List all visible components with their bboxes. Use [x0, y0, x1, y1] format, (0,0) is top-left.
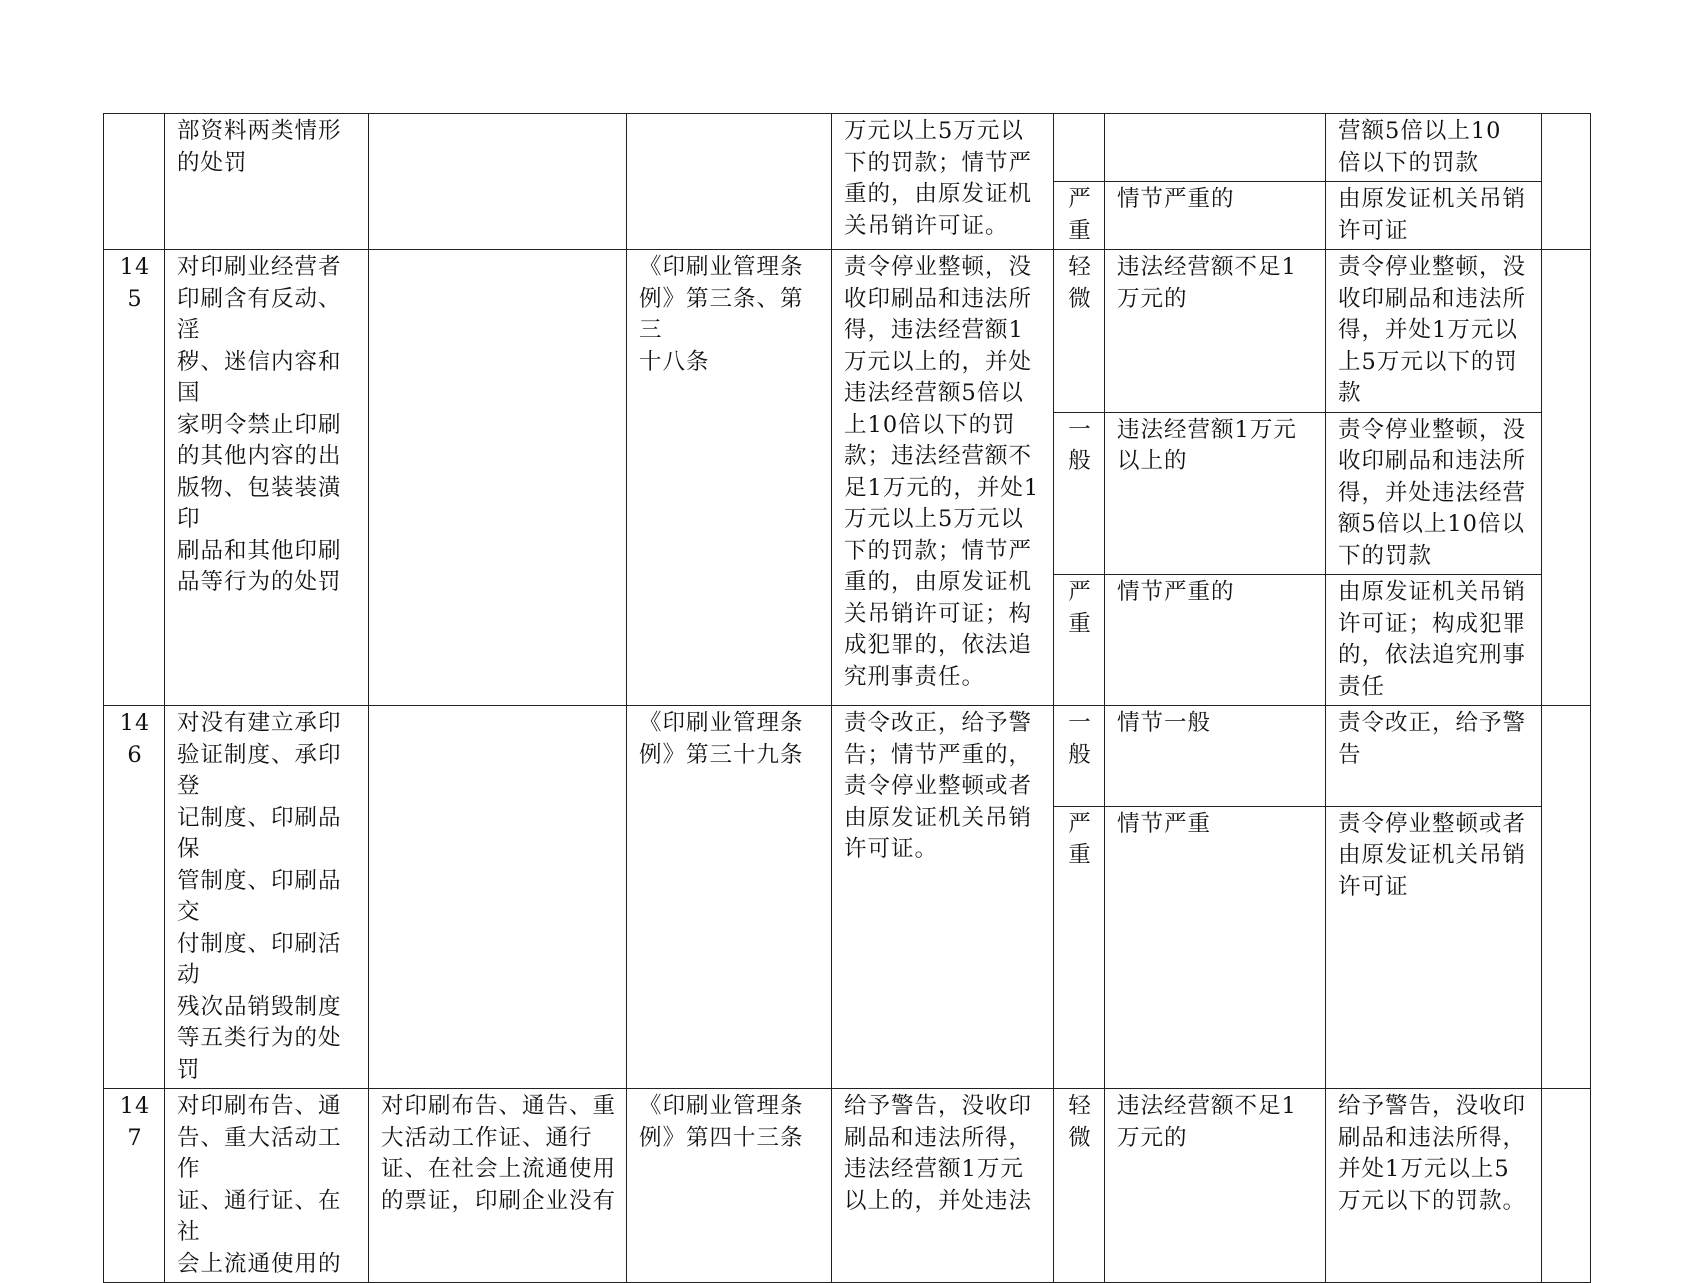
illegal-behavior-cell — [369, 706, 627, 1089]
penalty-standard-cell: 由原发证机关吊销 许可证；构成犯罪 的，依法追究刑事 责任 — [1326, 575, 1542, 706]
penalty-standard-cell: 给予警告，没收印 刷品和违法所得， 并处1万元以上5 万元以下的罚款。 — [1326, 1089, 1542, 1283]
circumstance-cell: 违法经营额不足1 万元的 — [1105, 250, 1326, 413]
remarks-cell — [1542, 706, 1591, 1089]
remarks-cell — [1542, 1089, 1591, 1283]
item-number-cell: 146 — [104, 706, 165, 1089]
item-name-cell: 对没有建立承印 验证制度、承印登 记制度、印刷品保 管制度、印刷品交 付制度、印刷活动 残次品销毁制度 等五类行为的处 罚 — [165, 706, 369, 1089]
discretion-level-cell: 轻 微 — [1054, 1089, 1105, 1283]
item-number-cell: 145 — [104, 250, 165, 706]
item-name-cell: 对印刷业经营者 印刷含有反动、淫 秽、迷信内容和国 家明令禁止印刷 的其他内容的出 版物、包装装潢印 刷品和其他印刷 品等行为的处罚 — [165, 250, 369, 706]
illegal-behavior-cell — [369, 114, 627, 250]
penalty-standard-cell: 由原发证机关吊销 许可证 — [1326, 182, 1542, 250]
table-row — [104, 706, 1591, 807]
penalty-standard-cell: 责令停业整顿，没 收印刷品和违法所 得，并处1万元以 上5万元以下的罚 款 — [1326, 250, 1542, 413]
penalty-standard-cell: 责令停业整顿，没 收印刷品和违法所 得，并处违法经营 额5倍以上10倍以 下的罚款 — [1326, 412, 1542, 575]
illegal-behavior-cell: 对印刷布告、通告、重 大活动工作证、通行 证、在社会上流通使用 的票证，印刷企业没有 — [369, 1089, 627, 1283]
penalty-standard-cell: 责令停业整顿或者 由原发证机关吊销 许可证 — [1326, 806, 1542, 1088]
table-row — [104, 1089, 1591, 1283]
item-number-cell — [104, 114, 165, 250]
table-row — [104, 114, 1591, 182]
legal-basis-cell — [627, 114, 832, 250]
circumstance-cell: 情节严重的 — [1105, 182, 1326, 250]
item-number-cell: 147 — [104, 1089, 165, 1283]
remarks-cell — [1542, 114, 1591, 250]
penalty-provision-cell: 给予警告，没收印 刷品和违法所得， 违法经营额1万元 以上的，并处违法 — [832, 1089, 1054, 1283]
item-name-cell: 对印刷布告、通 告、重大活动工作 证、通行证、在社 会上流通使用的 — [165, 1089, 369, 1283]
circumstance-cell: 违法经营额不足1 万元的 — [1105, 1089, 1326, 1283]
discretion-level-cell: 一 般 — [1054, 706, 1105, 807]
penalty-provision-cell: 万元以上5万元以 下的罚款；情节严 重的，由原发证机 关吊销许可证。 — [832, 114, 1054, 250]
item-name-cell: 部资料两类情形 的处罚 — [165, 114, 369, 250]
circumstance-cell: 情节一般 — [1105, 706, 1326, 807]
discretion-level-cell: 一 般 — [1054, 412, 1105, 575]
penalty-provision-cell: 责令停业整顿，没 收印刷品和违法所 得，违法经营额1 万元以上的，并处 违法经营额5倍以 上10倍以下的罚 款；违法经营额不 足1万元的，并处1 万元以上5万元以 下的罚款；情节严 重的，由原发证机 关吊销许可证；构 成犯罪的，依法追 究刑事责任。 — [832, 250, 1054, 706]
penalty-standard-cell: 营额5倍以上10 倍以下的罚款 — [1326, 114, 1542, 182]
legal-basis-cell: 《印刷业管理条 例》第三条、第三 十八条 — [627, 250, 832, 706]
penalty-standards-table — [103, 113, 1591, 1283]
discretion-level-cell — [1054, 114, 1105, 182]
legal-basis-cell: 《印刷业管理条 例》第四十三条 — [627, 1089, 832, 1283]
discretion-level-cell: 严 重 — [1054, 806, 1105, 1088]
penalty-provision-cell: 责令改正，给予警 告；情节严重的， 责令停业整顿或者 由原发证机关吊销 许可证。 — [832, 706, 1054, 1089]
discretion-level-cell: 轻 微 — [1054, 250, 1105, 413]
circumstance-cell: 违法经营额1万元 以上的 — [1105, 412, 1326, 575]
remarks-cell — [1542, 250, 1591, 706]
illegal-behavior-cell — [369, 250, 627, 706]
circumstance-cell: 情节严重 — [1105, 806, 1326, 1088]
table-row — [104, 250, 1591, 413]
circumstance-cell — [1105, 114, 1326, 182]
circumstance-cell: 情节严重的 — [1105, 575, 1326, 706]
discretion-level-cell: 严 重 — [1054, 575, 1105, 706]
penalty-standard-cell: 责令改正，给予警 告 — [1326, 706, 1542, 807]
discretion-level-cell: 严 重 — [1054, 182, 1105, 250]
legal-basis-cell: 《印刷业管理条 例》第三十九条 — [627, 706, 832, 1089]
